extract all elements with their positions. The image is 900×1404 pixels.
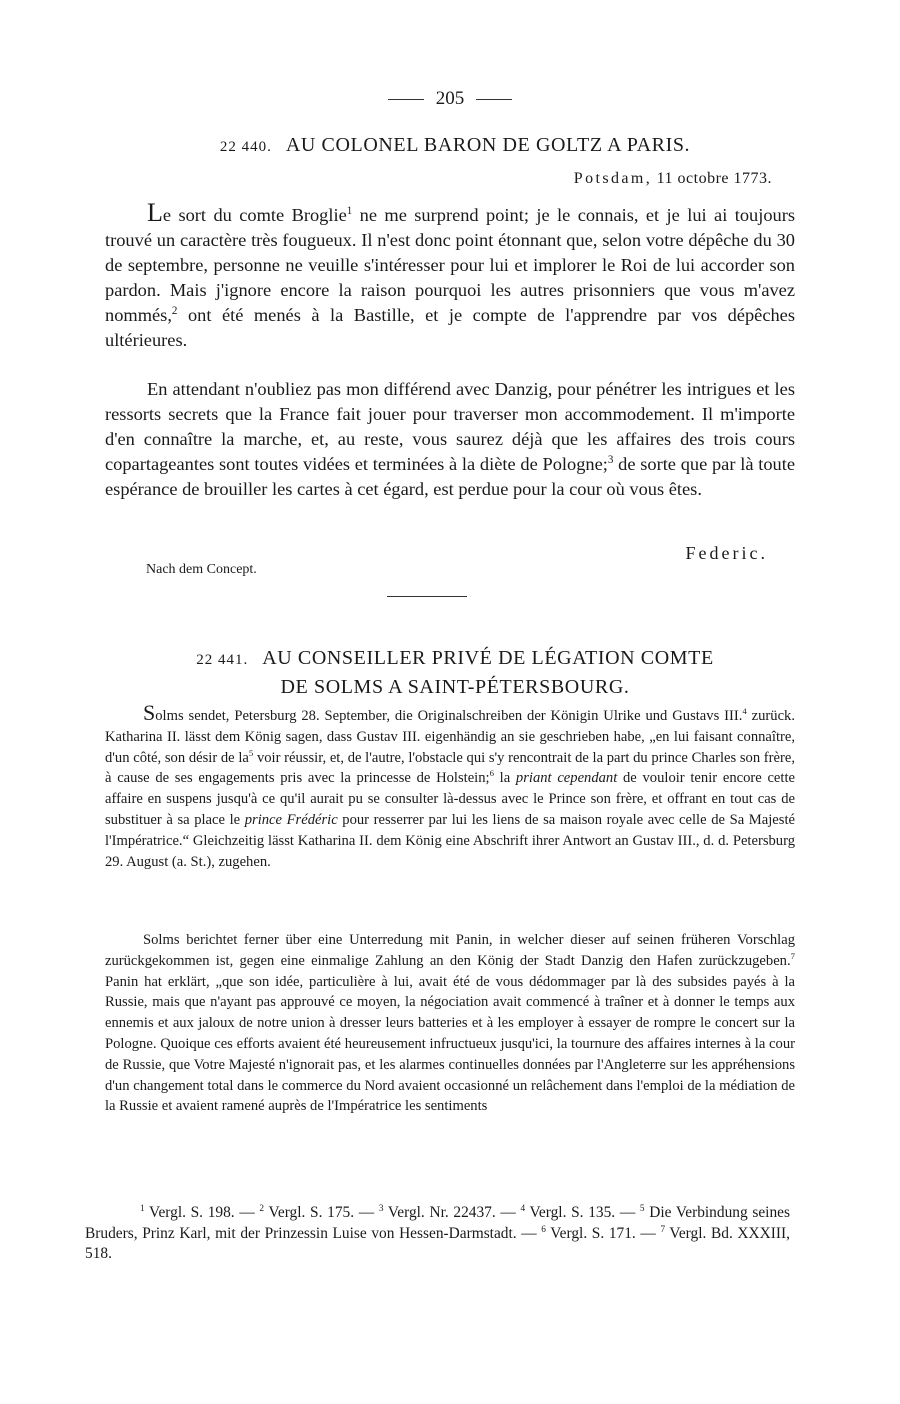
head-rule-left xyxy=(388,99,424,100)
letter-1-date: 11 octobre 1773. xyxy=(656,170,772,187)
dropcap: S xyxy=(143,700,156,725)
dropcap: L xyxy=(147,198,163,227)
letter-2-title-line-1: AU CONSEILLER PRIVÉ DE LÉGATION COMTE xyxy=(262,647,714,669)
letter-1-title: AU COLONEL BARON DE GOLTZ A PARIS. xyxy=(285,134,691,156)
footnote-marker: 6 xyxy=(489,768,494,779)
letter-2-paragraph-2: Solms berichtet ferner über eine Unterredung mit Panin, in welcher dieser auf seinen früheren Vorschlag zurückgekommen ist, gegen eine einmalige Zahlung an den König der Stadt Danzig den Hafen zurückzugeben.$^7$ Panin hat erklärt, „que son idée, particulière à lui, avait été de vous dédommager par là des subsides payés à la Russie, mais que n'ayant pas approuvé ce moyen, la négociation avait commencé à traîner et à donner le temps aux ennemis et aux jaloux de notre union à dresser leurs batteries et à les employer à essayer de rompre le concert sur la Pologne. Quoique ces efforts avaient été heureusement infructueux jusqu'ici, la tournure des affaires internes à la cour de Russie, que Votre Majesté n'ignorait pas, et les alarmes continuelles données par l'Angleterre sur les appréhensions d'un changement total dans le commerce du Nord avaient occasionné un relâchement dans l'emploi de la médiation de la Russie et avaient ramené auprès de l'Impératrice les sentiments xyxy=(105,932,795,1115)
letter-1-dateline xyxy=(574,170,772,188)
signature: Federic. xyxy=(685,543,768,563)
source-note: Nach dem Concept. xyxy=(146,562,257,577)
footnote-marker: 1 xyxy=(346,204,353,217)
footnote-marker: 7 xyxy=(790,950,795,961)
footnote-marker: 4 xyxy=(742,706,747,717)
footnote-marker: 2 xyxy=(171,304,178,317)
page-number: 205 xyxy=(435,88,465,109)
section-divider xyxy=(387,596,467,597)
footnote-marker: 5 xyxy=(248,747,254,758)
letter-2-heading xyxy=(105,645,805,701)
head-rule-right xyxy=(476,99,512,100)
letter-1-paragraph-2: En attendant n'oubliez pas mon différend avec Danzig, pour pénétrer les intrigues et les ressorts secrets que la France fait jouer pour traverser mon accommodement. Il m'importe d'en connaître la marche, et, au reste, vous saurez déjà que les affaires des trois cours copartageantes sont toutes vidées et terminées à la diète de Pologne;$^3$ de sorte que par là toute espérance de brouiller les cartes à cet égard, est perdue pour la cour où vous êtes. xyxy=(105,379,795,499)
footnote-marker: 3 xyxy=(607,453,614,466)
letter-1-number: 22 440. xyxy=(219,139,272,155)
running-head xyxy=(0,88,900,110)
letter-1-place: Potsdam, xyxy=(573,170,653,187)
letter-2-paragraph-1: Solms sendet, Petersburg 28. September, die Originalschreiben der Königin Ulrike und Gustavs III.$^4$ zurück. Katharina II. lässt dem König sagen, dass Gustav III. eigenhändig an sie geschrieben habe, „en lui faisant connaître, d'un côté, son désir de $la^5$ voir réussir, et, de l'autre, l'obstacle qui s'y rencontrait de la part du prince Charles son frère, à cause de ses engagements pris avec la princesse de Holstein;$^6$ la priant cependant de vouloir tenir encore cette affaire en suspens jusqu'à ce qu'il aurait pu se consulter là-dessus avec le Prince son frère, et offrant en tout cas de substituer à sa place le prince Frédéric pour resserrer par lui les liens de sa maison royale avec celle de Sa Majesté l'Impératrice.“ Gleichzeitig lässt Katharina II. dem König eine Abschrift ihrer Antwort an Gustav III., d. d. Petersburg 29. August (a. St.), zugehen. xyxy=(105,700,795,870)
letter-2-number: 22 441. xyxy=(196,652,249,668)
footnotes: $^1$ Vergl. S. 198. — $^2$ Vergl. S. 175. — $^3$ Vergl. Nr. 22437. — $^4$ Vergl. S. 135. — $^5$ Die Verbindung seines Bruders, Prinz Karl, mit der Prinzessin Luise von Hessen-Darmstadt. — $^6$ Vergl. S. 171. — $^7$ Vergl. Bd. XXXIII, 518. xyxy=(85,1202,790,1262)
letter-1-paragraph-1: Le sort du comte Broglie$^1$ ne me surprend point; je le connais, et je lui ai toujours trouvé un caractère très fougueux. Il n'est donc point étonnant que, selon votre dépêche du 30 de septembre, personne ne veuille s'intéresser pour lui et implorer le Roi de lui accorder son pardon. Mais j'ignore encore la raison pourquoi les autres prisonniers que vous m'avez nommés,$^2$ ont été menés à la Bastille, et je compte de l'apprendre par vos dépêches ultérieures. xyxy=(105,198,795,350)
letter-1-heading xyxy=(105,132,805,161)
letter-2-title-line-2: DE SOLMS A SAINT-PÉTERSBOURG. xyxy=(280,676,630,698)
